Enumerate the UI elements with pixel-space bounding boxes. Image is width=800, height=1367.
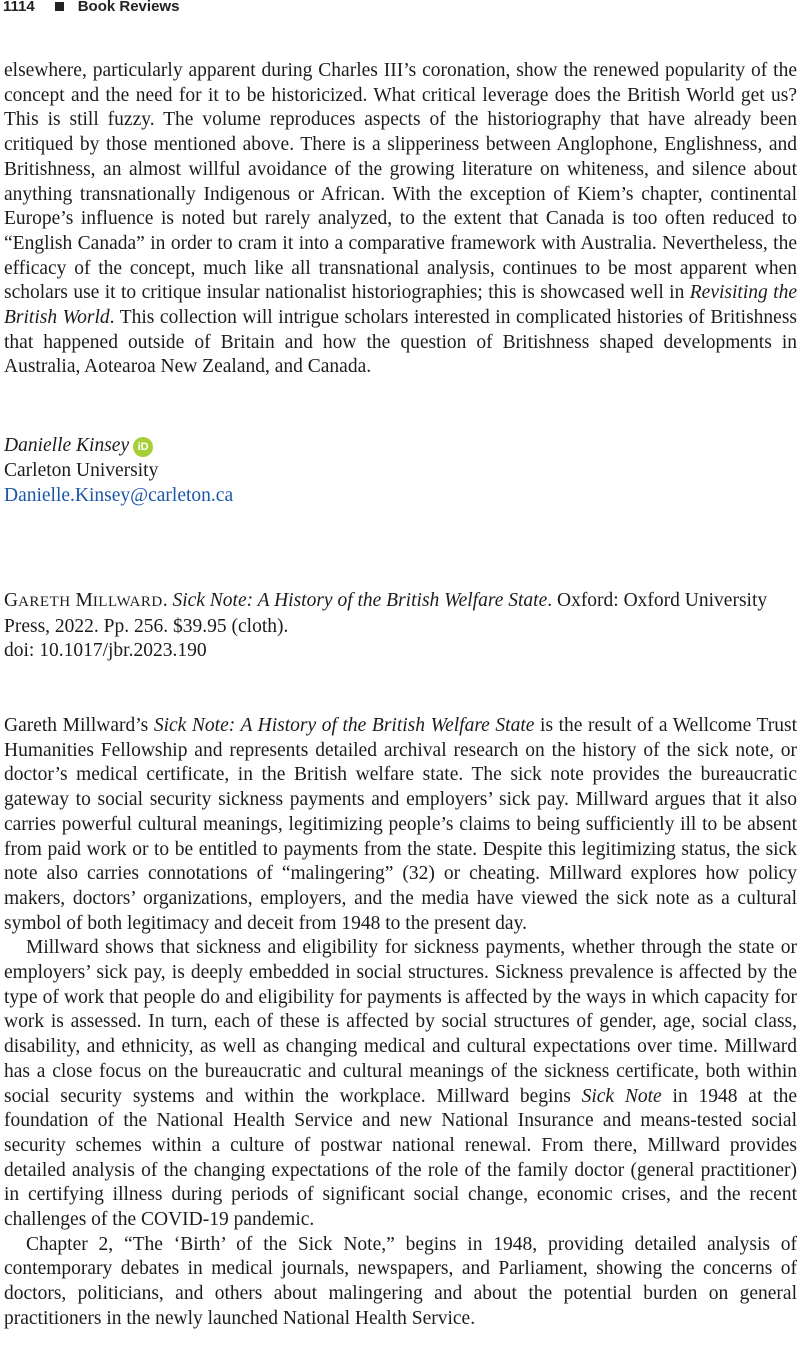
section-title: Book Reviews xyxy=(77,0,180,15)
reviewer-name: Danielle Kinsey xyxy=(4,435,130,456)
square-bullet-icon xyxy=(55,2,64,11)
running-head xyxy=(3,0,179,18)
paragraph: Millward shows that sickness and eligibility for sickness payments, whether through the state or employers’ sick pay, is deeply embedded in social structures. Sickness prevalence is affected by the type of work that people do and eligibility for payments is affected by the ways in which capacity for work is assessed. In turn, each of these is affected by social structures of gender, age, social class, disability, and ethnicity, as well as changing medical and cultural expectations over time. Millward has a close focus on the bureaucratic and cultural meanings of the sickness certificate, both within social security systems and within the workplace. Millward begins Sick Note in 1948 at the foundation of the National Health Service and new National Insurance and means-tested social security schemes within a culture of postwar national renewal. From there, Millward provides detailed analysis of the changing expectations of the role of the family doctor (general practitioner) in certifying illness during periods of significant social change, economic crises, and the recent challenges of the COVID-19 pandemic. xyxy=(4,937,797,1231)
book-title-italic: Revisiting the British World xyxy=(4,282,797,329)
paragraph: elsewhere, particularly apparent during Charles III’s coronation, show the renewed popularity of the concept and the need for it to be historicized. What critical leverage does the British World get us? This is still fuzzy. The volume reproduces aspects of the historiography that have already been critiqued by those mentioned above. There is a slipperiness between Anglophone, Englishness, and Britishness, an almost willful avoidance of the growing literature on whiteness, and silence about anything transnationally Indigenous or African. With the exception of Kiem’s chapter, continental Europe’s influence is noted but rarely analyzed, to the extent that Canada is too often reduced to “English Canada” in order to cram it into a comparative framework with Australia. Nevertheless, the efficacy of the concept, much like all transnational analysis, continues to be most apparent when scholars use it to critique insular nationalist historiographies; this is showcased well in Revisiting the British World. This collection will intrigue scholars interested in complicated histories of Britishness that happened outside of Britain and how the question of Britishness shaped developments in Australia, Aotearoa New Zealand, and Canada. xyxy=(4,60,798,378)
page-number: 1114 xyxy=(3,0,35,15)
reviewer-name-line xyxy=(4,434,153,459)
citation-text: GARETH MILLWARD. Sick Note: A History of the British Welfare State. Oxford: Oxford University Press, 2022. Pp. 256. $39.95 (cloth). xyxy=(4,590,768,637)
orcid-icon[interactable]: iD xyxy=(133,437,153,457)
reviewer-affiliation: Carleton University xyxy=(4,460,159,481)
reviewer-email-link[interactable]: Danielle.Kinsey@carleton.ca xyxy=(4,485,234,506)
doi: doi: 10.1017/jbr.2023.190 xyxy=(4,640,207,662)
paragraph: Gareth Millward’s Sick Note: A History of the British Welfare State is the result of a Wellcome Trust Humanities Fellowship and represents detailed archival research on the history of the sick note, or doctor’s medical certificate, in the British welfare state. The sick note provides the bureaucratic gateway to social security sickness payments and employers’ sick pay. Millward argues that it also carries powerful cultural meanings, legitimizing people’s claims to being sufficiently ill to be absent from paid work or to be entitled to payments from the state. Despite this legitimizing status, the sick note also carries connotations of “malingering” (32) or cheating. Millward explores how policy makers, doctors’ organizations, employers, and the media have viewed the sick note as a cultural symbol of both legitimacy and deceit from 1948 to the present day. xyxy=(4,715,798,934)
review-body xyxy=(4,714,797,1332)
book-citation xyxy=(4,589,797,664)
review-body-continued xyxy=(4,59,797,380)
paragraph: Chapter 2, “The ‘Birth’ of the Sick Note,” begins in 1948, providing detailed analysis of contemporary debates in medical journals, newspapers, and Parliament, showing the concerns of doctors, politicians, and others about malingering and about the potential burden on general practitioners in the newly launched National Health Service. xyxy=(4,1233,797,1329)
book-title: Sick Note: A History of the British Welfare State xyxy=(172,590,548,611)
